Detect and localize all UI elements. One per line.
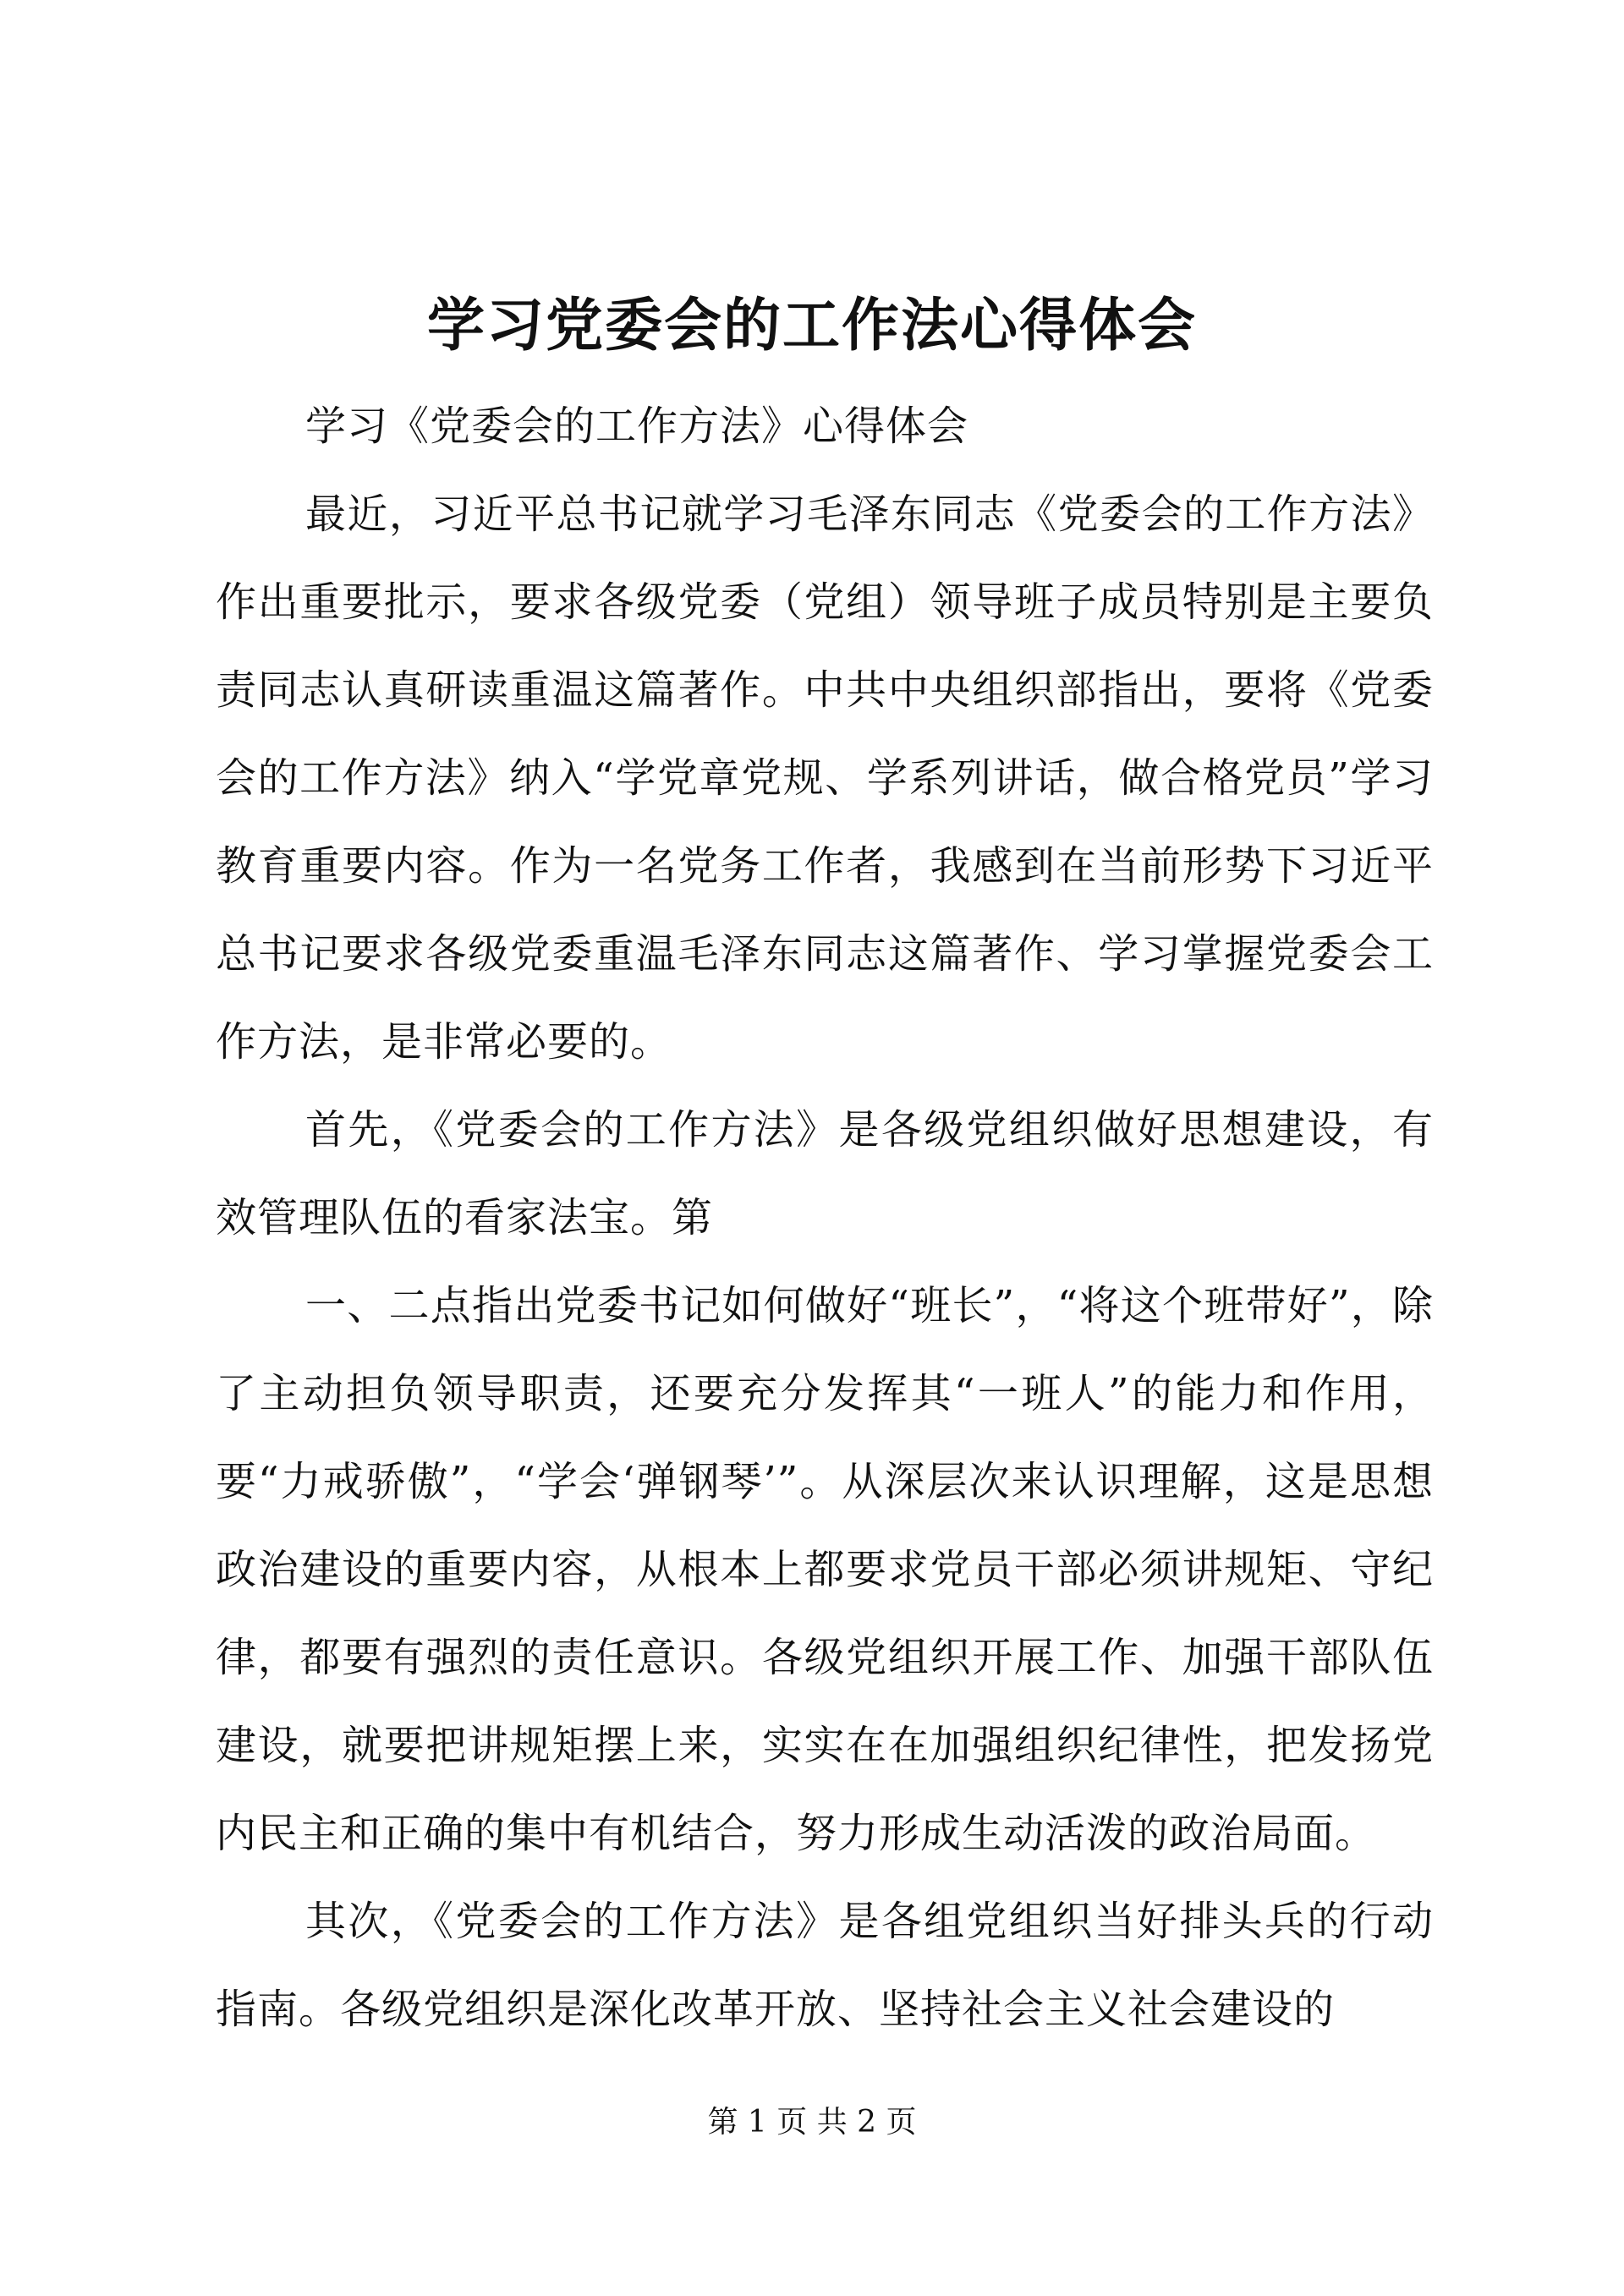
document-title: 学习党委会的工作法心得体会 [426, 292, 1197, 359]
paragraph-second: 其次，《党委会的工作方法》是各组党组织当好排头兵的行动指南。各级党组织是深化改革开放、坚持社会主义社会建设的 [216, 1898, 1434, 2033]
paragraph-first: 首先，《党委会的工作方法》是各级党组织做好思想建设，有效管理队伍的看家法宝。第 [216, 1106, 1434, 1241]
paragraph-subtitle: 学习《党委会的工作方法》心得体会 [305, 403, 969, 450]
paragraph-first-points: 一、二点指出党委书记如何做好“班长”，“将这个班带好”，除了主动担负领导职责，还要充分发挥其“一班人”的能力和作用，要“力戒骄傲”，“学会‘弹钢琴’”。从深层次来认识理解，这是思想政治建设的重要内容，从根本上都要求党员干部必须讲规矩、守纪律，都要有强烈的责任意识。各级党组织开展工作、加强干部队伍建设，就要把讲规矩摆上来，实实在在加强组织纪律性，把发扬党内民主和正确的集中有机结合，努力形成生动活泼的政治局面。 [216, 1282, 1434, 1857]
document-body [216, 382, 1434, 2053]
paragraph-intro: 最近，习近平总书记就学习毛泽东同志《党委会的工作方法》作出重要批示，要求各级党委（党组）领导班子成员特别是主要负责同志认真研读重温这篇著作。中共中央组织部指出，要将《党委会的工作方法》纳入“学党章党规、学系列讲话，做合格党员”学习教育重要内容。作为一名党务工作者，我感到在当前形势下习近平总书记要求各级党委重温毛泽东同志这篇著作、学习掌握党委会工作方法，是非常必要的。 [216, 490, 1434, 1066]
page-number-footer: 第 1 页 共 2 页 [707, 2105, 917, 2140]
